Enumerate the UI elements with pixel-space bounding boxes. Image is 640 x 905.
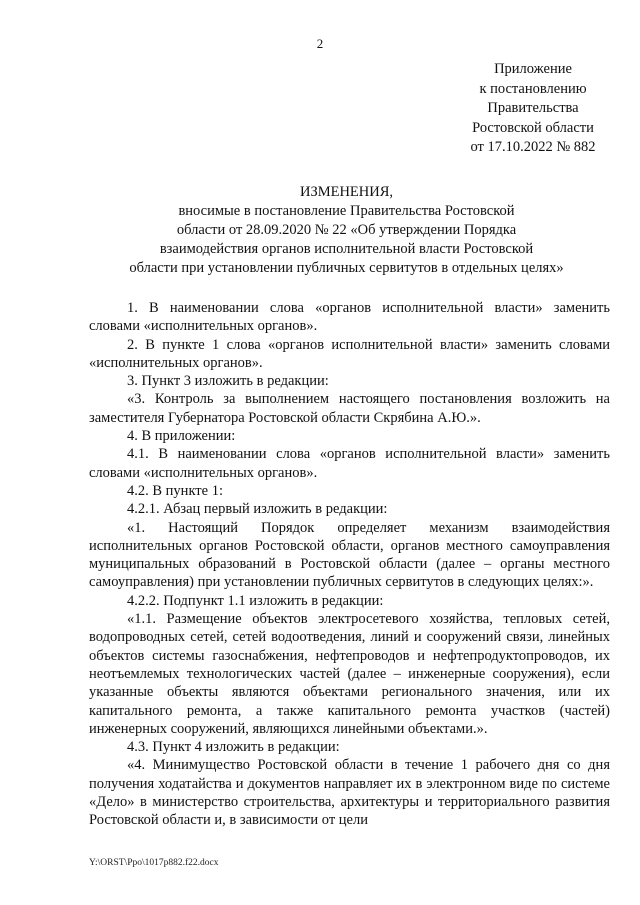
document-body: [89, 299, 610, 830]
appendix-line: от 17.10.2022 № 882: [470, 139, 596, 156]
file-path-footer: Y:\ORST\Ppo\1017p882.f22.docx: [89, 858, 219, 868]
appendix-line: Приложение: [494, 61, 572, 77]
paragraph: 4.2.1. Абзац первый изложить в редакции:: [127, 501, 388, 518]
paragraph: «4. Минимущество Ростовской области в течение 1 рабочего дня со дня получения ходатайства и документов направляет их в электронном виде по системе «Дело» в министерство строительства, архитектуры и территориального развития Ростовской области и, в зависимости от цели: [89, 757, 610, 829]
title-line: области от 28.09.2020 № 22 «Об утверждении Порядка: [176, 222, 517, 238]
document-title: [80, 183, 613, 278]
paragraph: «1.1. Размещение объектов электросетевого хозяйства, тепловых сетей, водопроводных сетей, сетей водоотведения, линий и сооружений связи, линейных объектов системы газоснабжения, нефтепроводов и нефтепродуктопроводов, их неотъемлемых технологических частей (далее – инженерные сооружения), если указанные объекты являются объектами регионального значения, или их капитального ремонта, а также капитального ремонта участков (частей) инженерных сооружений, являющихся линейными объектами.».: [89, 611, 610, 737]
paragraph: 3. Пункт 3 изложить в редакции:: [127, 373, 329, 390]
paragraph: 4.2.2. Подпункт 1.1 изложить в редакции:: [127, 592, 384, 609]
paragraph: 4.3. Пункт 4 изложить в редакции:: [127, 739, 340, 756]
appendix-line: Правительства: [487, 100, 579, 117]
document-heading: ИЗМЕНЕНИЯ,: [299, 184, 394, 200]
paragraph: 4.1. В наименовании слова «органов исполнительной власти» заменить словами «исполнительных органов».: [89, 446, 610, 481]
page-number: 2: [316, 36, 324, 51]
paragraph: 4. В приложении:: [127, 428, 236, 445]
paragraph: «3. Контроль за выполнением настоящего постановления возложить на заместителя Губернатора Ростовской области Скрябина А.Ю.».: [89, 391, 610, 426]
appendix-block: [438, 60, 628, 158]
paragraph: «1. Настоящий Порядок определяет механизм взаимодействия исполнительных органов Ростовской области, органов местного самоуправления муниципальных образований в Ростовской области (далее – органы местного самоуправления) при установлении публичных сервитутов в следующих целях:».: [89, 519, 610, 591]
title-line: области при установлении публичных сервитутов в отдельных целях»: [129, 260, 564, 276]
title-line: взаимодействия органов исполнительной власти Ростовской: [159, 241, 534, 257]
paragraph: 1. В наименовании слова «органов исполнительной власти» заменить словами «исполнительных органов».: [89, 300, 610, 335]
paragraph: 4.2. В пункте 1:: [127, 482, 223, 499]
appendix-line: к постановлению: [479, 80, 587, 97]
title-line: вносимые в постановление Правительства Ростовской: [178, 203, 515, 219]
appendix-line: Ростовской области: [472, 119, 594, 136]
paragraph: 2. В пункте 1 слова «органов исполнительной власти» заменить словами «исполнительных органов».: [89, 336, 610, 371]
